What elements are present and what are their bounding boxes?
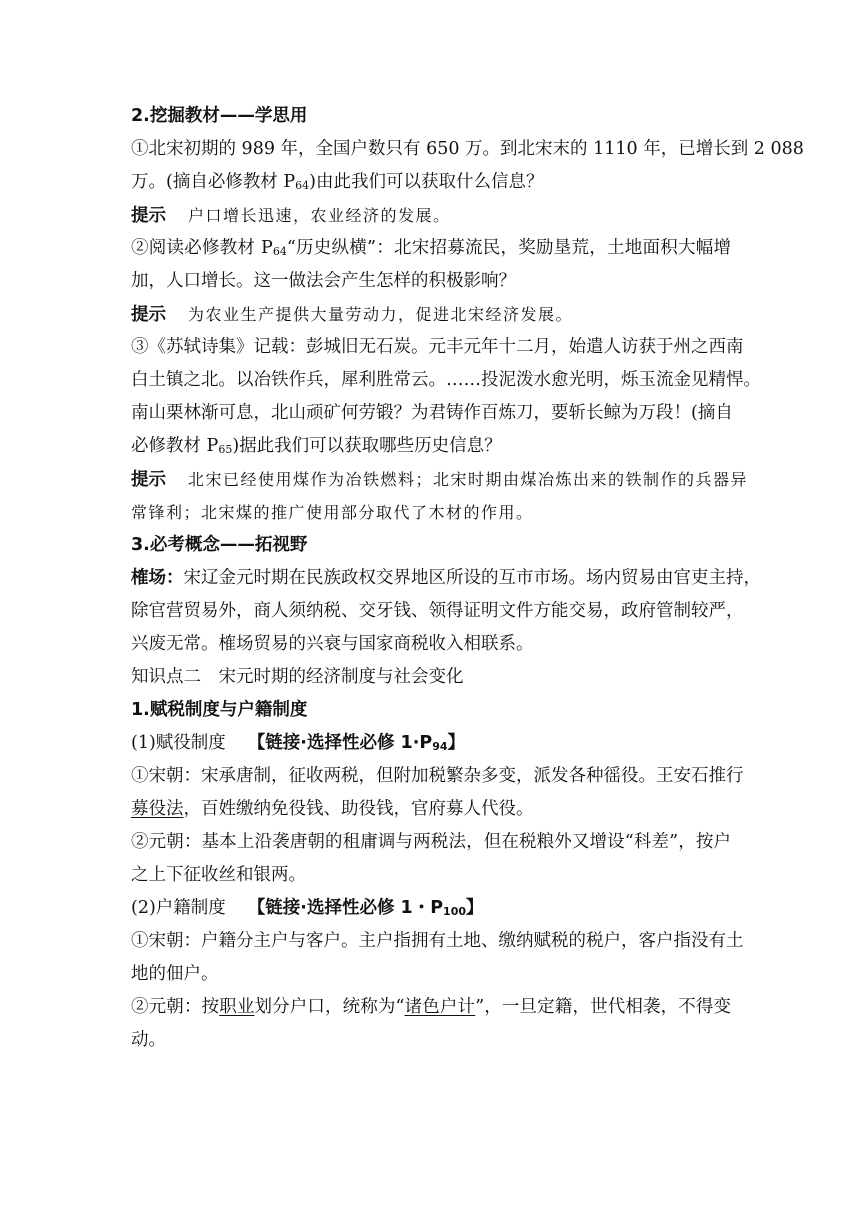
hint-label: 提示 xyxy=(131,305,166,325)
question-2-line-2: 加，人口增长。这一做法会产生怎样的积极影响？ xyxy=(131,271,516,291)
tax-system-heading: (1)赋役制度 【链接·选择性必修 1·P94】 xyxy=(131,733,465,753)
household-song-line-2: 地的佃户。 xyxy=(131,964,219,984)
concept-term: 榷场： xyxy=(131,568,184,588)
concept-line-3: 兴废无常。榷场贸易的兴衰与国家商税收入相联系。 xyxy=(131,634,534,654)
subsection-title-tax-household: 1.赋税制度与户籍制度 xyxy=(131,700,308,720)
household-system-heading: (2)户籍制度 【链接·选择性必修 1・P100】 xyxy=(131,898,484,918)
section-title-dig-textbook: 2.挖掘教材——学思用 xyxy=(131,106,308,126)
tax-song-line-1: ①宋朝：宋承唐制，征收两税，但附加税繁杂多变，派发各种徭役。王安石推行 xyxy=(131,766,744,786)
question-1-line-2: 万。(摘自必修教材 P64)由此我们可以获取什么信息？ xyxy=(131,172,544,192)
question-3-line-3: 南山栗林渐可息，北山顽矿何劳锻？为君铸作百炼刀，要斩长鲸为万段！(摘自 xyxy=(131,403,733,423)
tax-yuan-line-1: ②元朝：基本上沿袭唐朝的租庸调与两税法，但在税粮外又增设“科差”，按户 xyxy=(131,832,731,852)
question-3-line-4: 必修教材 P65)据此我们可以获取哪些历史信息？ xyxy=(131,436,502,456)
question-2-line-1: ②阅读必修教材 P64“历史纵横”：北宋招募流民，奖励垦荒，土地面积大幅增 xyxy=(131,238,731,258)
concept-line-2: 除官营贸易外，商人须纳税、交牙钱、领得证明文件方能交易，政府管制较严， xyxy=(131,601,744,621)
tax-song-line-2: 募役法，百姓缴纳免役钱、助役钱，官府募人代役。 xyxy=(131,799,534,819)
concept-line-1: 榷场：宋辽金元时期在民族政权交界地区所设的互市市场。场内贸易由官吏主持， xyxy=(131,568,761,588)
answer-3-line-1: 提示 北宋已经使用煤作为冶铁燃料；北宋时期由煤冶炼出来的铁制作的兵器异 xyxy=(131,470,749,490)
section-title-key-concept: 3.必考概念——拓视野 xyxy=(131,535,308,555)
answer-3-line-2: 常锋利；北宋煤的推广使用部分取代了木材的作用。 xyxy=(131,503,534,522)
answer-1: 提示 户口增长迅速，农业经济的发展。 xyxy=(131,206,451,226)
occupation-term: 职业 xyxy=(219,997,255,1017)
document-page xyxy=(131,100,804,1057)
question-3-line-2: 白土镇之北。以冶铁作兵，犀利胜常云。……投泥泼水愈光明，烁玉流金见精悍。 xyxy=(131,370,761,390)
question-1-line-1: ①北宋初期的 989 年，全国户数只有 650 万。到北宋末的 1110 年，已增长到 2 088 xyxy=(131,139,804,159)
household-song-line-1: ①宋朝：户籍分主户与客户。主户指拥有土地、缴纳赋税的税户，客户指没有土 xyxy=(131,931,744,951)
answer-2: 提示 为农业生产提供大量劳动力，促进北宋经济发展。 xyxy=(131,305,574,325)
zhu-se-hu-ji-term: 诸色户计 xyxy=(404,997,476,1017)
household-link: 【链接·选择性必修 1・P100】 xyxy=(247,898,484,918)
household-yuan-line-2: 动。 xyxy=(131,1030,166,1050)
mu-yi-fa-term: 募役法 xyxy=(131,799,184,819)
hint-label: 提示 xyxy=(131,470,166,490)
household-yuan-line-1: ②元朝：按职业划分户口，统称为“诸色户计”，一旦定籍，世代相袭，不得变 xyxy=(131,997,732,1017)
tax-link: 【链接·选择性必修 1·P94】 xyxy=(247,733,465,753)
question-3-line-1: ③《苏轼诗集》记载：彭城旧无石炭。元丰元年十二月，始遣人访获于州之西南 xyxy=(131,337,744,357)
hint-label: 提示 xyxy=(131,206,166,226)
tax-yuan-line-2: 之上下征收丝和银两。 xyxy=(131,865,306,885)
knowledge-point-2-title: 知识点二 宋元时期的经济制度与社会变化 xyxy=(131,667,464,687)
